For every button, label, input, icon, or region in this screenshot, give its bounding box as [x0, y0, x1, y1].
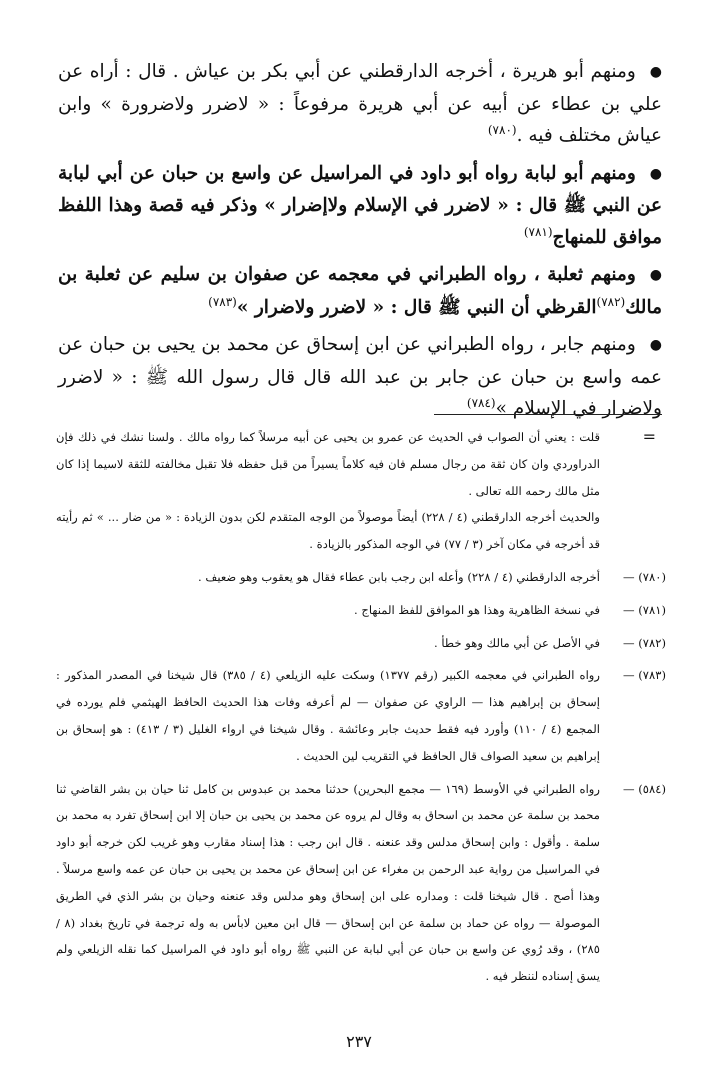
- bullet-icon: ●: [649, 267, 662, 283]
- footnote-text: أخرجه الدارقطني (٤ / ٢٢٨) وأعله ابن رجب بابن عطاء فقال هو يعقوب وهو ضعيف .: [197, 569, 600, 584]
- bullet-icon: ●: [649, 337, 662, 353]
- footnote-continuation: [56, 424, 666, 558]
- bullet-icon: ●: [649, 165, 662, 182]
- footnote-text: في الأصل عن أبي مالك وهو خطأ .: [434, 635, 600, 650]
- footnote-number: (٥٨٤) —: [622, 781, 666, 796]
- footnote-ref-783: (٧٨٣): [208, 294, 237, 309]
- footnote-number: (٧٨١) —: [622, 602, 666, 617]
- footnote-780: [56, 564, 666, 591]
- footnote-text: رواه الطبراني في الأوسط (١٦٩ — مجمع البحرين) حدثنا محمد بن عبدوس بن كامل ثنا حيان بن بشر القاضي ثنا محمد بن سلمة عن محمد بن اسحاق به وقال لم يروه عن محمد بن يحيى بن حبان إلا ابن إسحاق تفرد به محمد بن سلمة . وأقول : وابن إسحاق مدلس وقد عنعنه . قال ابن رجب : هذا إسناد مقارب وهو غريب لكن خرجه أبو داود في المراسيل من رواية عبد الرحمن بن مغراء عن ابن إسحاق عن محمد بن يحيى بن حبان عن عمه واسع مرسلاً . وهذا أصح . قال شيخنا قلت : ومداره على ابن إسحاق وهو مدلس وقد عنعنه وحيان بن بشر الذي في الطريق الموصولة — رواه عن حماد بن سلمة عن ابن إسحاق — قال ابن معين لابأس به وله ترجمة في تاريخ بغداد (٨ / ٢٨٥) ، وقد رُوي عن واسع بن حبان عن أبي لبابة عن النبي ﷺ رواه أبو داود في المراسيل كما نقله الزيلعي ولم يسق إسناده لننظر فيه .: [56, 781, 600, 984]
- footnote-ref-781: (٧٨١): [523, 224, 553, 239]
- footnote-number: (٧٨٢) —: [622, 635, 666, 650]
- footnote-ref-780: (٧٨٠): [487, 122, 517, 137]
- continuation-mark: =: [642, 427, 656, 446]
- page-number: ٢٣٧: [346, 1032, 372, 1051]
- paragraph-abu-lubaba: ●ومنهم أبو لبابة رواه أبو داود في المراسيل عن واسع بن حبان عن أبي لبابة عن النبي ﷺ قال : « لاضرر في الإسلام ولاإضرار » وذكر فيه قصة وهذا اللفظ موافق للمنهاج$^{(٧٨١)}$: [58, 158, 662, 254]
- footnote-number: (٧٨٠) —: [622, 569, 666, 584]
- footnote-784: [56, 776, 666, 990]
- continuation-paragraph: قلت : يعني أن الصواب في الحديث عن عمرو بن يحيى عن أبيه مرسلاً كما رواه مالك . ولسنا نشك في ذلك فإن الدراوردي وان كان ثقة من رجال مسلم فان فيه كلاماً يسيراً من قبل حفظه فلا تقبل مخالفته للثقة لاسيما إذا كان مثل مالك رحمه الله تعالى .: [56, 430, 600, 498]
- footnote-text: في نسخة الظاهرية وهذا هو الموافق للفظ المنهاج .: [354, 602, 600, 617]
- footnote-783: [56, 662, 666, 769]
- footnote-text: رواه الطبراني في معجمه الكبير (رقم ١٣٧٧) وسكت عليه الزيلعي (٤ / ٣٨٥) قال شيخنا في المصدر المذكور : إسحاق بن إبراهيم هذا — الراوي عن صفوان — لم أعرفه وفات هذا الحديث الحافظ الهيثمي فلم يورده في المجمع (٤ / ١١٠) وأورد فيه فقط حديث جابر وعائشة . وقال شيخنا في ارواء الغليل (٣ / ٤١٣) : هو إسحاق بن إبراهيم بن سعيد الصواف قال الحافظ في التقريب لين الحديث .: [56, 668, 600, 763]
- footnote-number: (٧٨٣) —: [622, 668, 666, 683]
- footnote-ref-784: (٧٨٤): [466, 395, 496, 410]
- bullet-icon: ●: [649, 64, 663, 80]
- paragraph-thalaba: ●ومنهم ثعلبة ، رواه الطبراني في معجمه عن صفوان بن سليم عن ثعلبة بن مالك$^{(٧٨٢)}$القرظي أن النبي ﷺ قال : « لاضرر ولاضرار »$^{(٧٨٣)}$: [58, 259, 662, 323]
- footnote-ref-782: (٧٨٢): [596, 294, 626, 309]
- paragraph-abu-hurayra: ●ومنهم أبو هريرة ، أخرجه الدارقطني عن أبي بكر بن عياش . قال : أراه عن علي بن عطاء عن أبيه عن أبي هريرة مرفوعاً : « لاضرر ولاضرورة » وابن عياش مختلف فيه .$^{(٧٨٠)}$: [58, 56, 662, 152]
- footnote-separator: [434, 414, 662, 415]
- footnote-782: [56, 630, 666, 657]
- continuation-paragraph: والحديث أخرجه الدارقطني (٤ / ٢٢٨) أيضاً موصولاً من الوجه المتقدم لكن بدون الزيادة : « من ضار ... » ثم رأيته قد أخرجه في مكان آخر (٣ / ٧٧) في الوجه المذكور بالزيادة .: [56, 510, 601, 552]
- main-text: [58, 56, 662, 431]
- footnote-781: [56, 597, 666, 624]
- paragraph-jabir: ●ومنهم جابر ، رواه الطبراني عن ابن إسحاق عن محمد بن يحيى بن حبان عن عمه واسع بن حبان عن جابر بن عبد الله قال قال رسول الله ﷺ : « لاضرر ولاضرار في الإسلام »$^{(٧٨٤)}$: [58, 329, 662, 425]
- footnotes: [56, 424, 666, 990]
